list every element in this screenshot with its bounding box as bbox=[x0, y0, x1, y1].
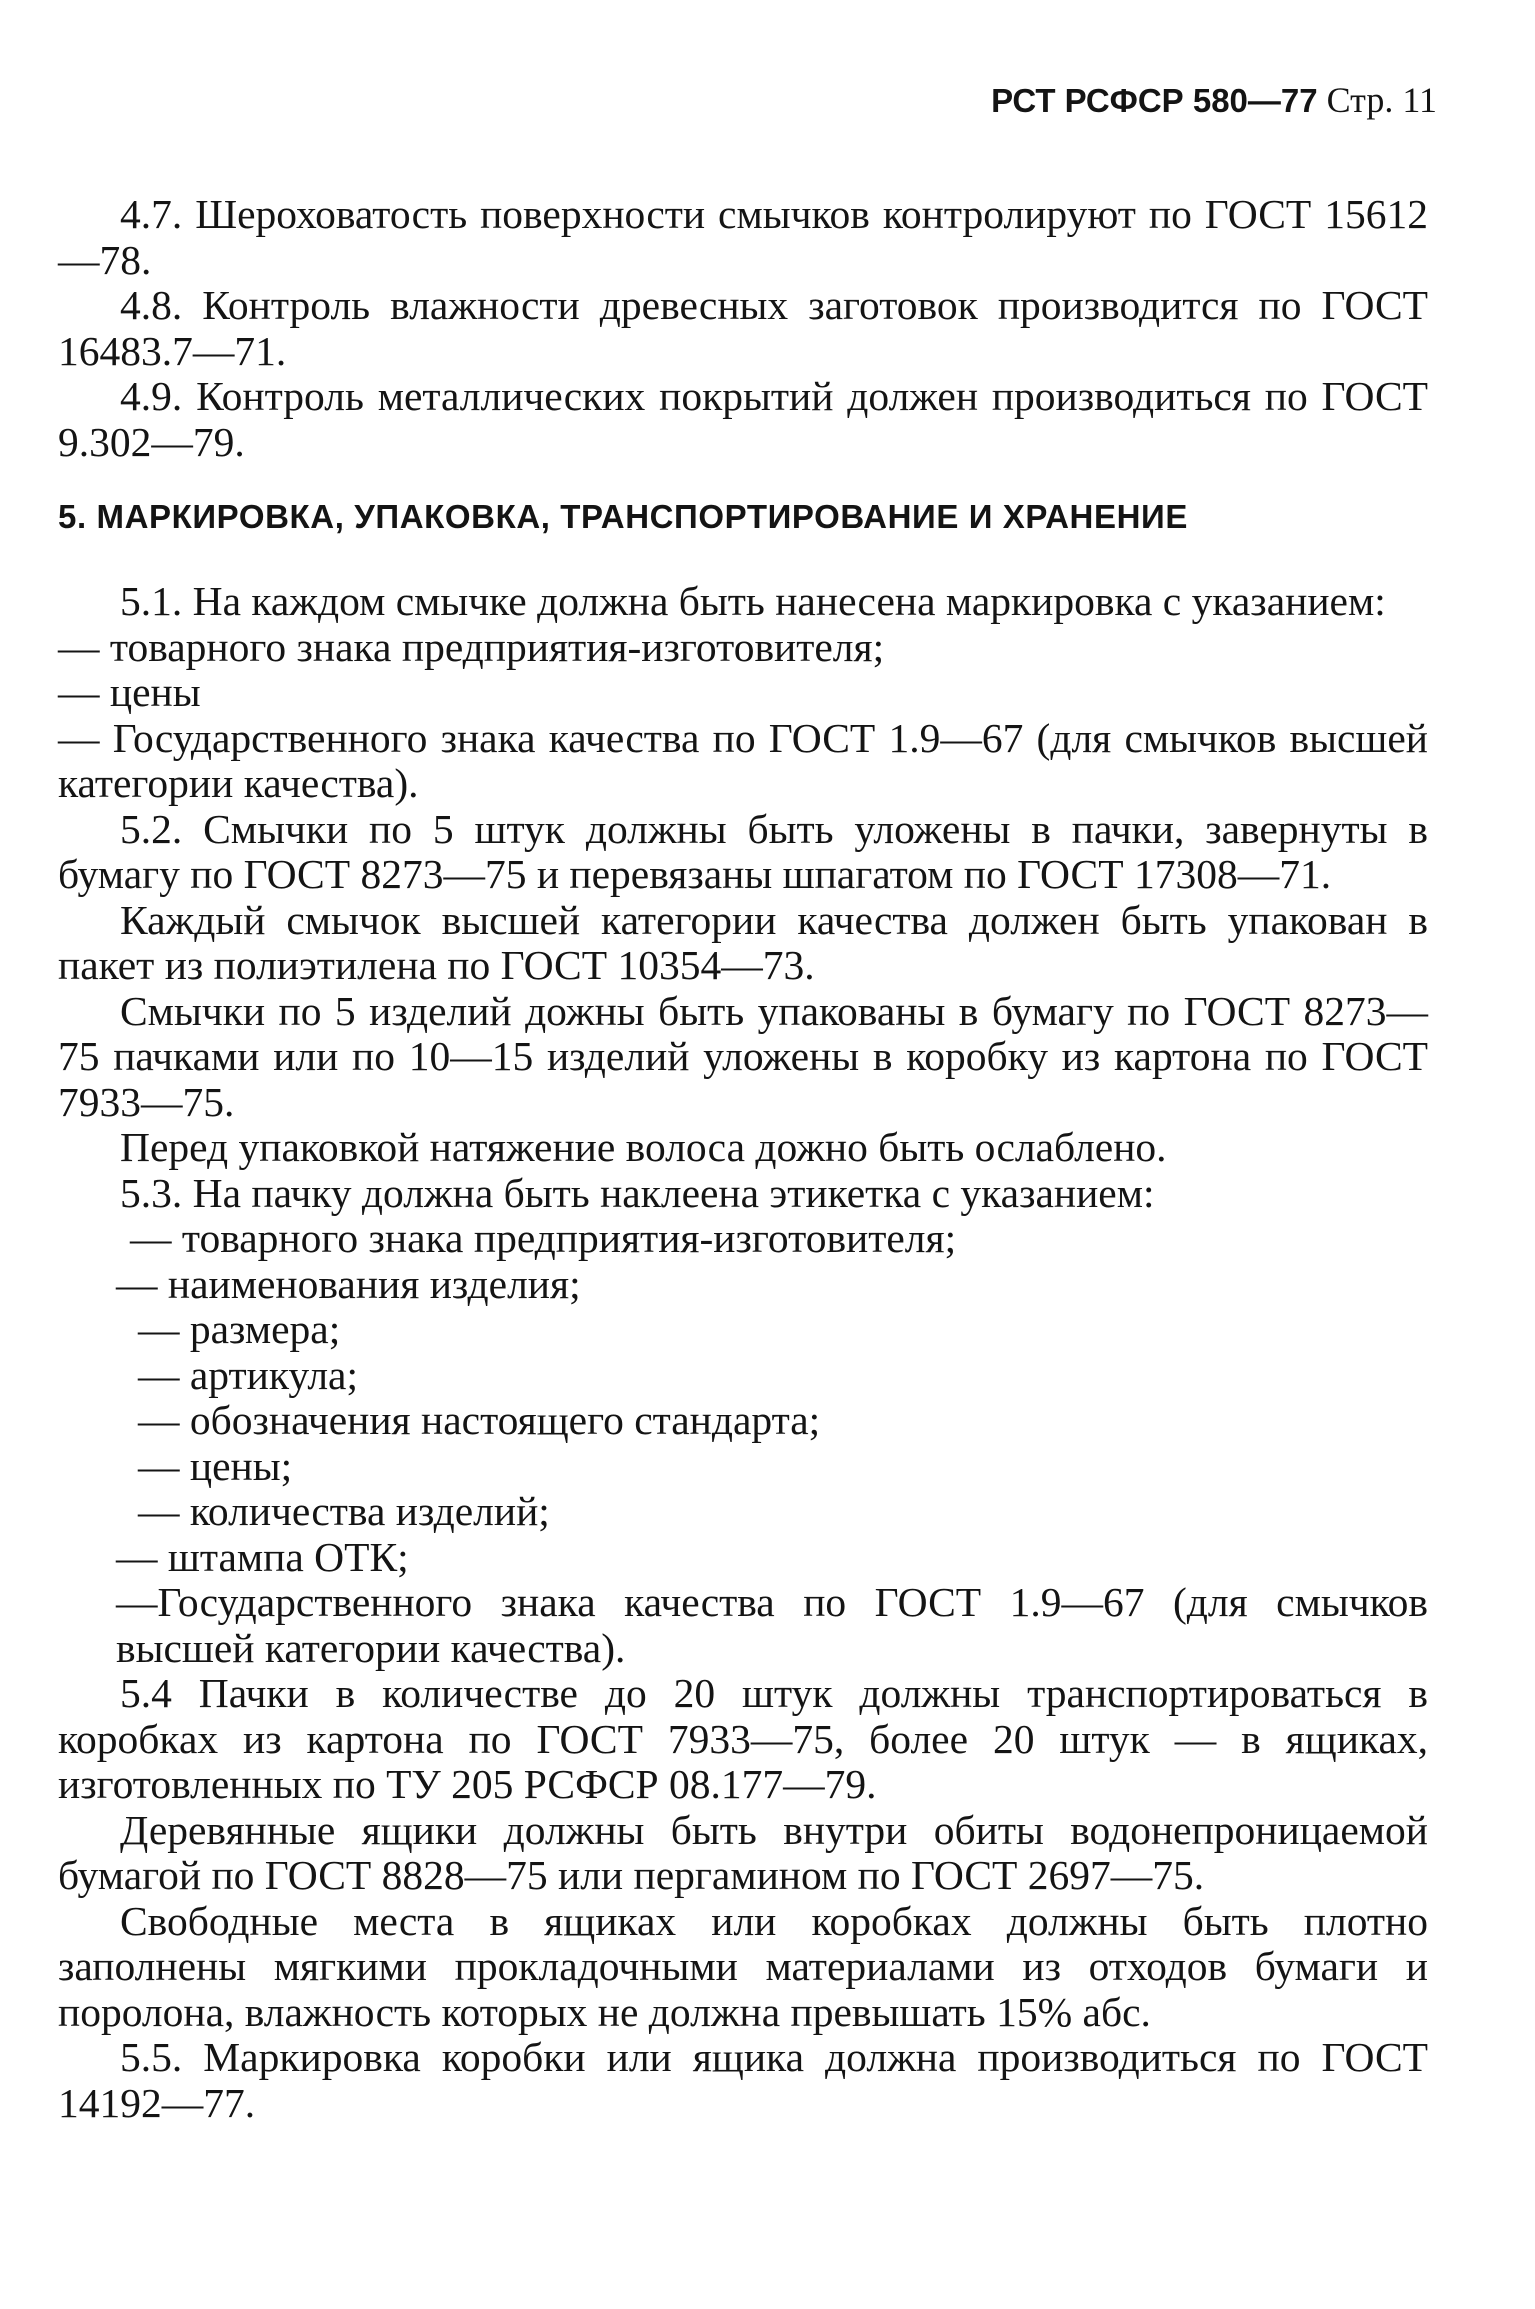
paragraph-5-4: 5.4 Пачки в количестве до 20 штук должны транспортироваться в коробках из картона по ГОСТ 7933—75, более 20 штук — в ящиках, изготовленных по ТУ 205 РСФСР 08.177—79. bbox=[58, 1670, 1428, 1807]
paragraph-5-2-c: Смычки по 5 изделий дожны быть упакованы в бумагу по ГОСТ 8273—75 пачками или по 10—15 изделий уложены в коробку из картона по ГОСТ 7933—75. bbox=[58, 987, 1428, 1125]
paragraph-4-8: 4.8. Контроль влажности древесных заготовок производится по ГОСТ 16483.7—71. bbox=[58, 282, 1428, 374]
paragraph-4-9: 4.9. Контроль металлических покрытий должен производиться по ГОСТ 9.302—79. bbox=[58, 373, 1428, 465]
list-item: — штампа ОТК; bbox=[116, 1533, 409, 1580]
paragraph-5-5: 5.5. Маркировка коробки или ящика должна производиться по ГОСТ 14192—77. bbox=[58, 2034, 1428, 2126]
section-5-heading: 5. МАРКИРОВКА, УПАКОВКА, ТРАНСПОРТИРОВАНИЕ И ХРАНЕНИЕ bbox=[58, 498, 1188, 535]
paragraph-5-4-c: Свободные места в ящиках или коробках должны быть плотно заполнены мягкими прокладочными материалами из отходов бумаги и поролона, влажность которых не должна превышать 15% абс. bbox=[58, 1897, 1428, 2035]
paragraph-5-3: 5.3. На пачку должна быть наклеена этикетка с указанием: bbox=[120, 1169, 1155, 1216]
paragraph-4-7: 4.7. Шероховатость поверхности смычков контролируют по ГОСТ 15612—78. bbox=[58, 191, 1428, 283]
paragraph-5-4-b: Деревянные ящики должны быть внутри обиты водонепроницаемой бумагой по ГОСТ 8828—75 или пергамином по ГОСТ 2697—75. bbox=[58, 1806, 1428, 1898]
page-number: Стр. 11 bbox=[1326, 80, 1437, 120]
list-item: — количества изделий; bbox=[138, 1488, 550, 1534]
list-item: — цены bbox=[58, 669, 201, 715]
list-item: —Государственного знака качества по ГОСТ 1.9—67 (для смычков высшей категории качества). bbox=[116, 1579, 1428, 1671]
paragraph-5-2-d: Перед упаковкой натяжение волоса дожно быть ослаблено. bbox=[120, 1124, 1167, 1170]
paragraph-5-2: 5.2. Смычки по 5 штук должны быть уложены в пачки, завернуты в бумагу по ГОСТ 8273—75 и перевязаны шпагатом по ГОСТ 17308—71. bbox=[58, 805, 1428, 897]
paragraph-5-1: 5.1. На каждом смычке должна быть нанесена маркировка с указанием: bbox=[120, 578, 1386, 624]
list-item: — размера; bbox=[138, 1306, 341, 1352]
standard-number: РСТ РСФСР 580—77 bbox=[991, 82, 1318, 119]
list-item: — цены; bbox=[138, 1442, 293, 1489]
page-header bbox=[991, 78, 1437, 123]
list-item: — товарного знака предприятия-изготовителя; bbox=[58, 623, 885, 670]
list-item: — наименования изделия; bbox=[116, 1260, 581, 1307]
list-item: — товарного знака предприятия-изготовителя; bbox=[130, 1215, 957, 1261]
document-body bbox=[58, 192, 1428, 2126]
list-item: — артикула; bbox=[138, 1351, 359, 1398]
list-item: — Государственного знака качества по ГОСТ 1.9—67 (для смычков высшей категории качества). bbox=[58, 714, 1428, 806]
paragraph-5-2-b: Каждый смычок высшей категории качества должен быть упакован в пакет из полиэтилена по ГОСТ 10354—73. bbox=[58, 896, 1428, 988]
list-item: — обозначения настоящего стандарта; bbox=[138, 1397, 821, 1443]
